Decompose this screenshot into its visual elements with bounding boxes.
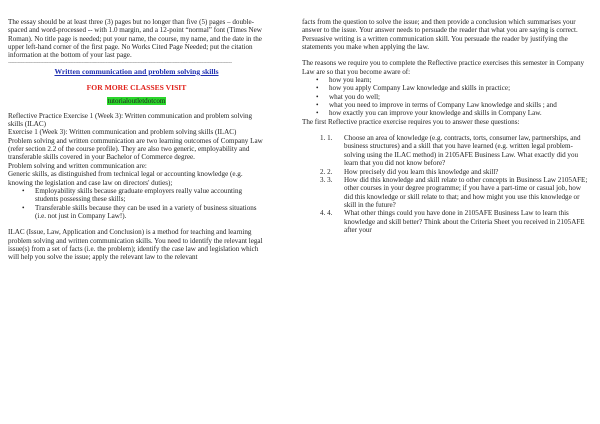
paragraph-ilac-continued: facts from the question to solve the issue; and then provide a conclusion which summarises your answer to the issue. Your answer needs to persuade the reader that what you are saying is correct. Persuasive writing is a written communication skill. You persuade the reader by justifying the statements you make when applying the law. — [302, 18, 578, 52]
question-number: 1. 1. — [320, 134, 333, 143]
paragraph-exercise-subheading: Exercise 1 (Week 3): Written communication and problem solving skills (ILAC) — [8, 128, 237, 137]
awareness-bullet-list — [302, 76, 590, 118]
paragraph-first-exercise: The first Reflective practice exercise requires you to answer these questions: — [302, 117, 520, 126]
list-item: • what you do well; — [329, 93, 590, 101]
list-item: • Employability skills because graduate employers really value accounting students possessing these skills; — [35, 187, 265, 204]
paragraph-skills-intro: Problem solving and written communication are: — [8, 161, 147, 170]
list-item: • how you apply Company Law knowledge and skills in practice; — [329, 84, 590, 92]
question-number: 4. 4. — [320, 209, 333, 218]
paragraph-ilac: ILAC (Issue, Law, Application and Conclusion) is a method for teaching and learning problem solving and written communication skills. You need to identify the relevant legal issue(s) from a set of facts (i.e. the problem); identify the case law and legislation which will help you solve the issue; apply the relevant law to the relevant — [8, 228, 263, 262]
question-item — [320, 209, 590, 234]
paragraph-reasons: The reasons we require you to complete the Reflective practice exercises this semester in Company Law are so that you become aware of: — [302, 59, 585, 76]
question-text: What other things could you have done in 2105AFE Business Law to learn this knowledge and skill better? Think about the Criteria Sheet you received in 2105AFE after your — [344, 209, 585, 234]
promo-banner: FOR MORE CLASSES VISIT — [86, 83, 187, 93]
separator-line: -------------------------------------------------------------------------------------------------------------------------------------------- — [8, 59, 232, 66]
question-number: 2. 2. — [320, 167, 333, 176]
paragraph-exercise-heading: Reflective Practice Exercise 1 (Week 3): Written communication and problem solving skills (ILAC) — [8, 111, 253, 129]
question-text: How did this knowledge and skill relate to other concepts in Business Law 2105AFE; other courses in your degree programme; if you have a part-time or casual job, how did this knowledge or skill relate to that; and how might you use this knowledge or skill in the future? — [344, 175, 588, 209]
list-item: • how exactly you can improve your knowledge and skills in Company Law. — [329, 109, 590, 117]
question-item — [320, 167, 590, 176]
question-text: Choose an area of knowledge (e.g. contracts, torts, consumer law, partnerships, and business structures) and a skill that you have learned (e.g. written legal problem-solving using the ILAC method) in 2105AFE Business Law. What exactly did you learn that you did not know before? — [344, 134, 581, 168]
essay-instructions: The essay should be at least three (3) pages but no longer than five (5) pages – double-spaced and word-processed -- with 1.0 margin, and a 12-point “normal” font (Times New Roman). No title page is needed; put your name, the course, my name, and the date in the upper left-hand corner of the first page. No Works Cited Page Needed; put the citation information at the bottom of your last page. — [8, 18, 262, 60]
question-item — [320, 134, 590, 168]
question-item — [320, 175, 590, 209]
question-number: 3. 3. — [320, 175, 333, 184]
list-item: • Transferable skills because they can be used in a variety of business situations (i.e. not just in Company Law!). — [35, 204, 265, 221]
document-title-link[interactable]: Written communication and problem solving skills — [54, 66, 219, 76]
site-link[interactable]: tutorialoutletdotcom — [107, 97, 166, 106]
site-link-line — [8, 97, 265, 105]
paragraph-generic-skills: Generic skills, as distinguished from technical legal or accounting knowledge (e.g. knowing the legislation and case law on directors' duties); — [8, 170, 243, 187]
list-item: • what you need to improve in terms of Company Law knowledge and skills ; and — [329, 101, 590, 109]
question-list — [302, 134, 590, 234]
right-column — [302, 18, 590, 234]
left-column — [8, 18, 265, 262]
paragraph-learning-outcomes: Problem solving and written communication are two learning outcomes of Company Law (refer section 2.2 of the course profile). They are also two generic, employability and transferable skills covered in your Bachelor of Commerce degree. — [8, 136, 263, 162]
question-text: How precisely did you learn this knowledge and skill? — [344, 167, 499, 176]
list-item: • how you learn; — [329, 76, 590, 84]
skills-bullet-list — [8, 187, 265, 220]
